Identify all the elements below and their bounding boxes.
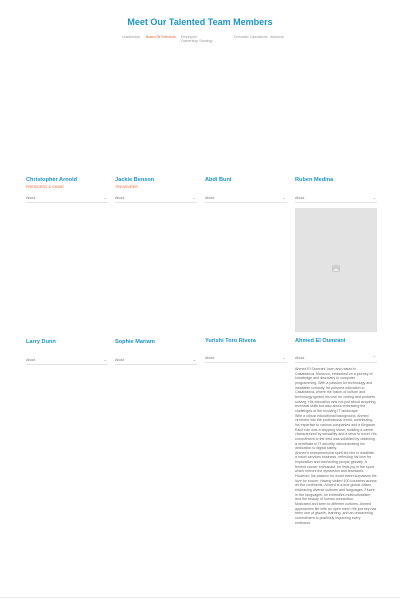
divider	[115, 364, 197, 365]
tab-domestic-operations[interactable]: Domestic Operations	[234, 35, 268, 39]
member-photo	[205, 208, 287, 332]
divider	[26, 202, 108, 203]
divider	[205, 362, 287, 363]
about-label: About	[115, 358, 125, 362]
member-name: Larry Dunn	[26, 339, 56, 345]
about-label: About	[115, 196, 125, 200]
bio-paragraph: Motivated and keen to different cultures, Ahmed approaches life with an open mind. His journey has been one of growth, learning, and an unwavering commitment to positively impacting every endeavor.	[295, 502, 377, 525]
bio-paragraph: Ahmed El Oumrani, born and raised in Casablanca, Morocco, embarked on a journey of knowledge and discovery in computer programming. With a passion for technology and insatiable curiosity, he pursued education in Casablanca, where the fusion of culture and technology ignited his love for coding and problem-solving. His education was not just about acquiring technical skills but also about embracing the challenges of the evolving IT landscape.	[295, 367, 377, 413]
tab-advisory[interactable]: Advisory	[270, 35, 284, 39]
about-toggle[interactable]	[115, 196, 197, 202]
about-toggle[interactable]	[295, 196, 377, 202]
page-title: Meet Our Talented Team Members	[127, 17, 273, 27]
chevron-up-icon: ⌃	[372, 355, 376, 360]
about-label: About	[205, 196, 215, 200]
team-tabs	[0, 35, 400, 45]
member-photo	[295, 52, 377, 176]
about-label: About	[26, 358, 36, 362]
about-toggle[interactable]	[26, 196, 108, 202]
member-role: PRESIDENT & CHAIR	[26, 185, 64, 189]
chevron-down-icon: ⌄	[192, 357, 196, 362]
tab-board-of-directors[interactable]: Board Of Directors	[146, 35, 176, 39]
about-toggle[interactable]	[26, 358, 108, 364]
about-label: About	[26, 196, 36, 200]
member-name: Abdi Buni	[205, 177, 232, 183]
bio-paragraph: With a robust educational background, Ahmed ventured into the professional world, contributing his expertise to various companies and a Kingdom. Each role was a stepping stone, building a career characterized by versatility and a drive to excel. His commitment to the field was solidified by obtaining a certificate in IT security, demonstrating his dedication to digital safety.	[295, 413, 377, 451]
tab-leadership[interactable]: Leadership	[122, 35, 140, 39]
chevron-down-icon: ⌄	[372, 195, 376, 200]
tab-employee-ownership-strategy[interactable]: Employee Ownership Strategy	[181, 35, 213, 43]
about-label: About	[295, 356, 305, 360]
about-toggle[interactable]	[295, 356, 377, 362]
divider	[205, 202, 287, 203]
about-toggle[interactable]	[205, 196, 287, 202]
chevron-down-icon: ⌄	[103, 357, 107, 362]
chevron-down-icon: ⌄	[192, 195, 196, 200]
about-toggle[interactable]	[205, 356, 287, 362]
about-label: About	[295, 196, 305, 200]
bio-paragraph: Ahmed's entrepreneurial spirit led him to establish a travel services business, reflecting his love for exploration and connecting people globally. A fervent soccer enthusiast, he finds joy in the sport, which mirrors the dynamism and teamwork. However, his passion for world travel surpasses his love for soccer. Having visited 100 countries across all five continents, Ahmed is a true global citizen, embracing diverse cultures and languages. Fluent in five languages, he embodies multiculturalism and the beauty of human connection.	[295, 450, 377, 502]
chevron-down-icon: ⌄	[282, 355, 286, 360]
member-photo	[115, 208, 197, 332]
member-name: Jackie Benson	[115, 177, 155, 183]
divider	[295, 202, 377, 203]
member-photo	[205, 52, 287, 176]
divider	[115, 202, 197, 203]
about-label: About	[205, 356, 215, 360]
member-photo-placeholder	[295, 208, 377, 332]
chevron-down-icon: ⌄	[282, 195, 286, 200]
member-name: Sophie Mariam	[115, 339, 155, 345]
about-content	[295, 367, 377, 525]
about-toggle[interactable]	[115, 358, 197, 364]
image-icon	[332, 265, 340, 272]
member-photo	[115, 52, 197, 176]
divider	[295, 362, 377, 363]
member-name: Ruben Medina	[295, 177, 334, 183]
member-name: Ahmed El Oumrani	[295, 338, 346, 344]
footer-divider	[0, 597, 400, 598]
member-name: Christopher Arnold	[26, 177, 78, 183]
member-photo	[26, 208, 108, 332]
member-role: TREASURER	[115, 185, 139, 189]
divider	[26, 364, 108, 365]
member-photo	[26, 52, 108, 176]
chevron-down-icon: ⌄	[103, 195, 107, 200]
member-name: Yurishi Toro Rivera	[205, 338, 256, 344]
